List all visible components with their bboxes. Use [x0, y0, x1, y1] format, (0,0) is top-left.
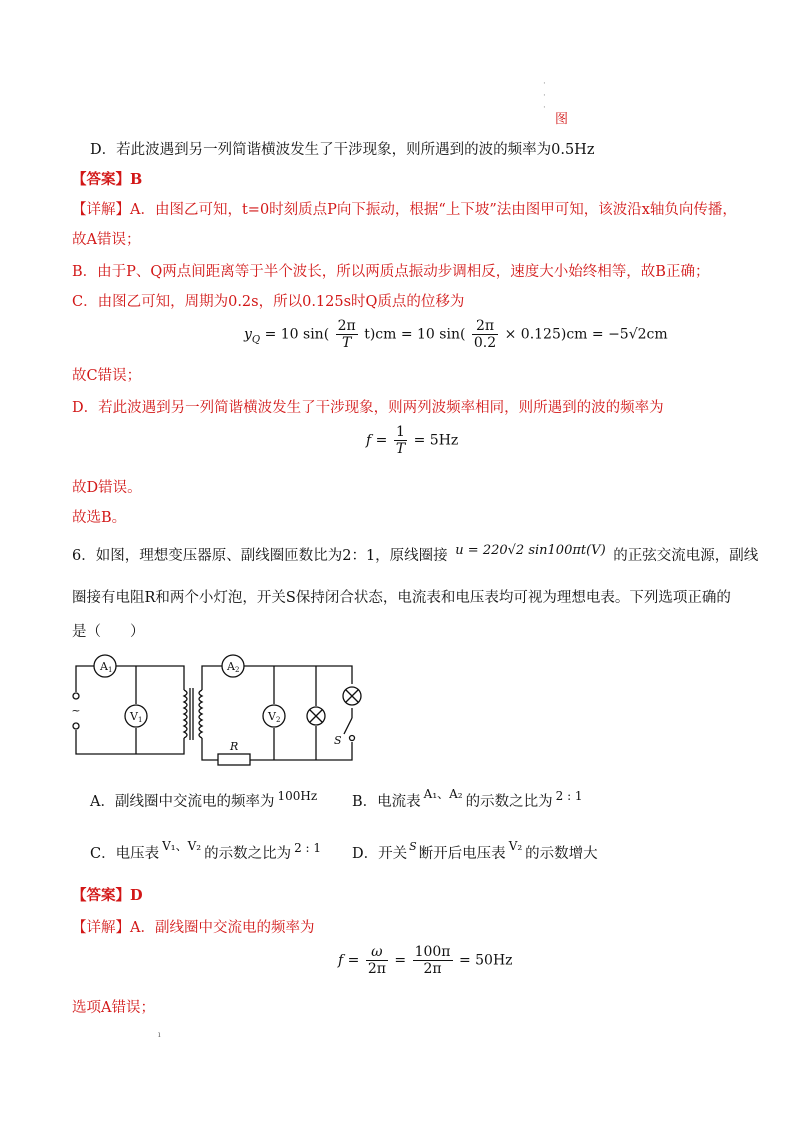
source-equation: u = 220√2 sin100πt(V) [455, 543, 606, 558]
detail-1-a: 【详解】A．由图乙可知，t=0时刻质点P向下振动，根据“上下坡”法由图甲可知，该波沿x轴负向传播， [72, 202, 737, 218]
resistor-symbol [218, 754, 250, 765]
svg-text:R: R [230, 740, 239, 753]
detail-1-b: B．由于P、Q两点间距离等于半个波长，所以两质点振动步调相反，速度大小始终相等，故B正确； [72, 264, 710, 280]
terminal-bottom [73, 723, 79, 729]
margin-dots: · · · [543, 79, 546, 113]
detail-2-a-cont: 选项A错误； [72, 1000, 155, 1016]
figure-label: 图 [555, 112, 569, 127]
option-c[interactable]: C．电压表 $^{V_1、V_2}$ 的示数之比为 $^{2 : 1}$ [90, 839, 322, 862]
previous-option-d: D．若此波遇到另一列简谐横波发生了干涉现象，则所遇到的波的频率为0.5Hz [90, 142, 595, 158]
svg-text:S: S [334, 734, 342, 747]
circuit-diagram [66, 652, 366, 772]
option-b[interactable]: B．电流表 $^{A_1、A_2}$ 的示数之比为 $^{2 : 1}$ [352, 787, 583, 810]
option-d[interactable]: D．开关 $^S$ 断开后电压表 $^{V_2}$ 的示数增大 [352, 839, 598, 862]
detail-1-d-cont: 故D错误。 [72, 480, 142, 496]
equation-f2: f = $\frac{\omega}{2\pi}$ = $\frac{100\pi}{2\pi}$ = 50Hz [338, 944, 513, 977]
svg-text:2: 2 [235, 666, 240, 674]
equation-yq: $y_Q = 10$ sin( $\frac{2\pi}{T}$ t)cm = 10 sin( $\frac{2\pi}{0.2}$ × 0.125)cm = −5√2cm [244, 318, 668, 351]
svg-text:2: 2 [276, 716, 281, 724]
svg-text:A: A [227, 660, 235, 673]
answer-2: 【答案】D [72, 887, 143, 904]
detail-2-a: 【详解】A．副线圈中交流电的频率为 [72, 920, 315, 936]
detail-1-a-cont: 故A错误； [72, 232, 141, 248]
option-a[interactable]: A．副线圈中交流电的频率为 $^{100Hz}$ [90, 789, 318, 810]
terminal-top [73, 693, 79, 699]
question-6-line-1: 6．如图，理想变压器原、副线圈匝数比为2：1，原线圈接 u = 220√2 sin100πt(V) 的正弦交流电源，副线 [72, 543, 759, 564]
detail-1-d: D．若此波遇到另一列简谐横波发生了干涉现象，则两列波频率相同，则所遇到的波的频率为 [72, 400, 664, 416]
svg-text:V: V [130, 710, 138, 723]
question-6-line-3: 是（ ） [72, 624, 145, 640]
answer-1: 【答案】B [72, 171, 143, 188]
svg-text:V: V [268, 710, 276, 723]
question-6-line-2: 圈接有电阻R和两个小灯泡，开关S保持闭合状态，电流表和电压表均可视为理想电表。下列选项正确的 [72, 590, 731, 606]
svg-text:A: A [100, 660, 108, 673]
page-mark: ı [158, 1030, 161, 1039]
detail-1-c-cont: 故C错误； [72, 368, 142, 384]
detail-1-c: C．由图乙可知，周期为0.2s，所以0.125s时Q质点的位移为 [72, 294, 465, 310]
switch-terminal [350, 736, 355, 741]
equation-f1: f = $\frac{1}{T}$ = 5Hz [366, 424, 459, 457]
svg-text:1: 1 [108, 666, 113, 674]
svg-text:1: 1 [138, 716, 143, 724]
svg-text:~: ~ [71, 704, 81, 717]
choose-1: 故选B。 [72, 510, 127, 526]
